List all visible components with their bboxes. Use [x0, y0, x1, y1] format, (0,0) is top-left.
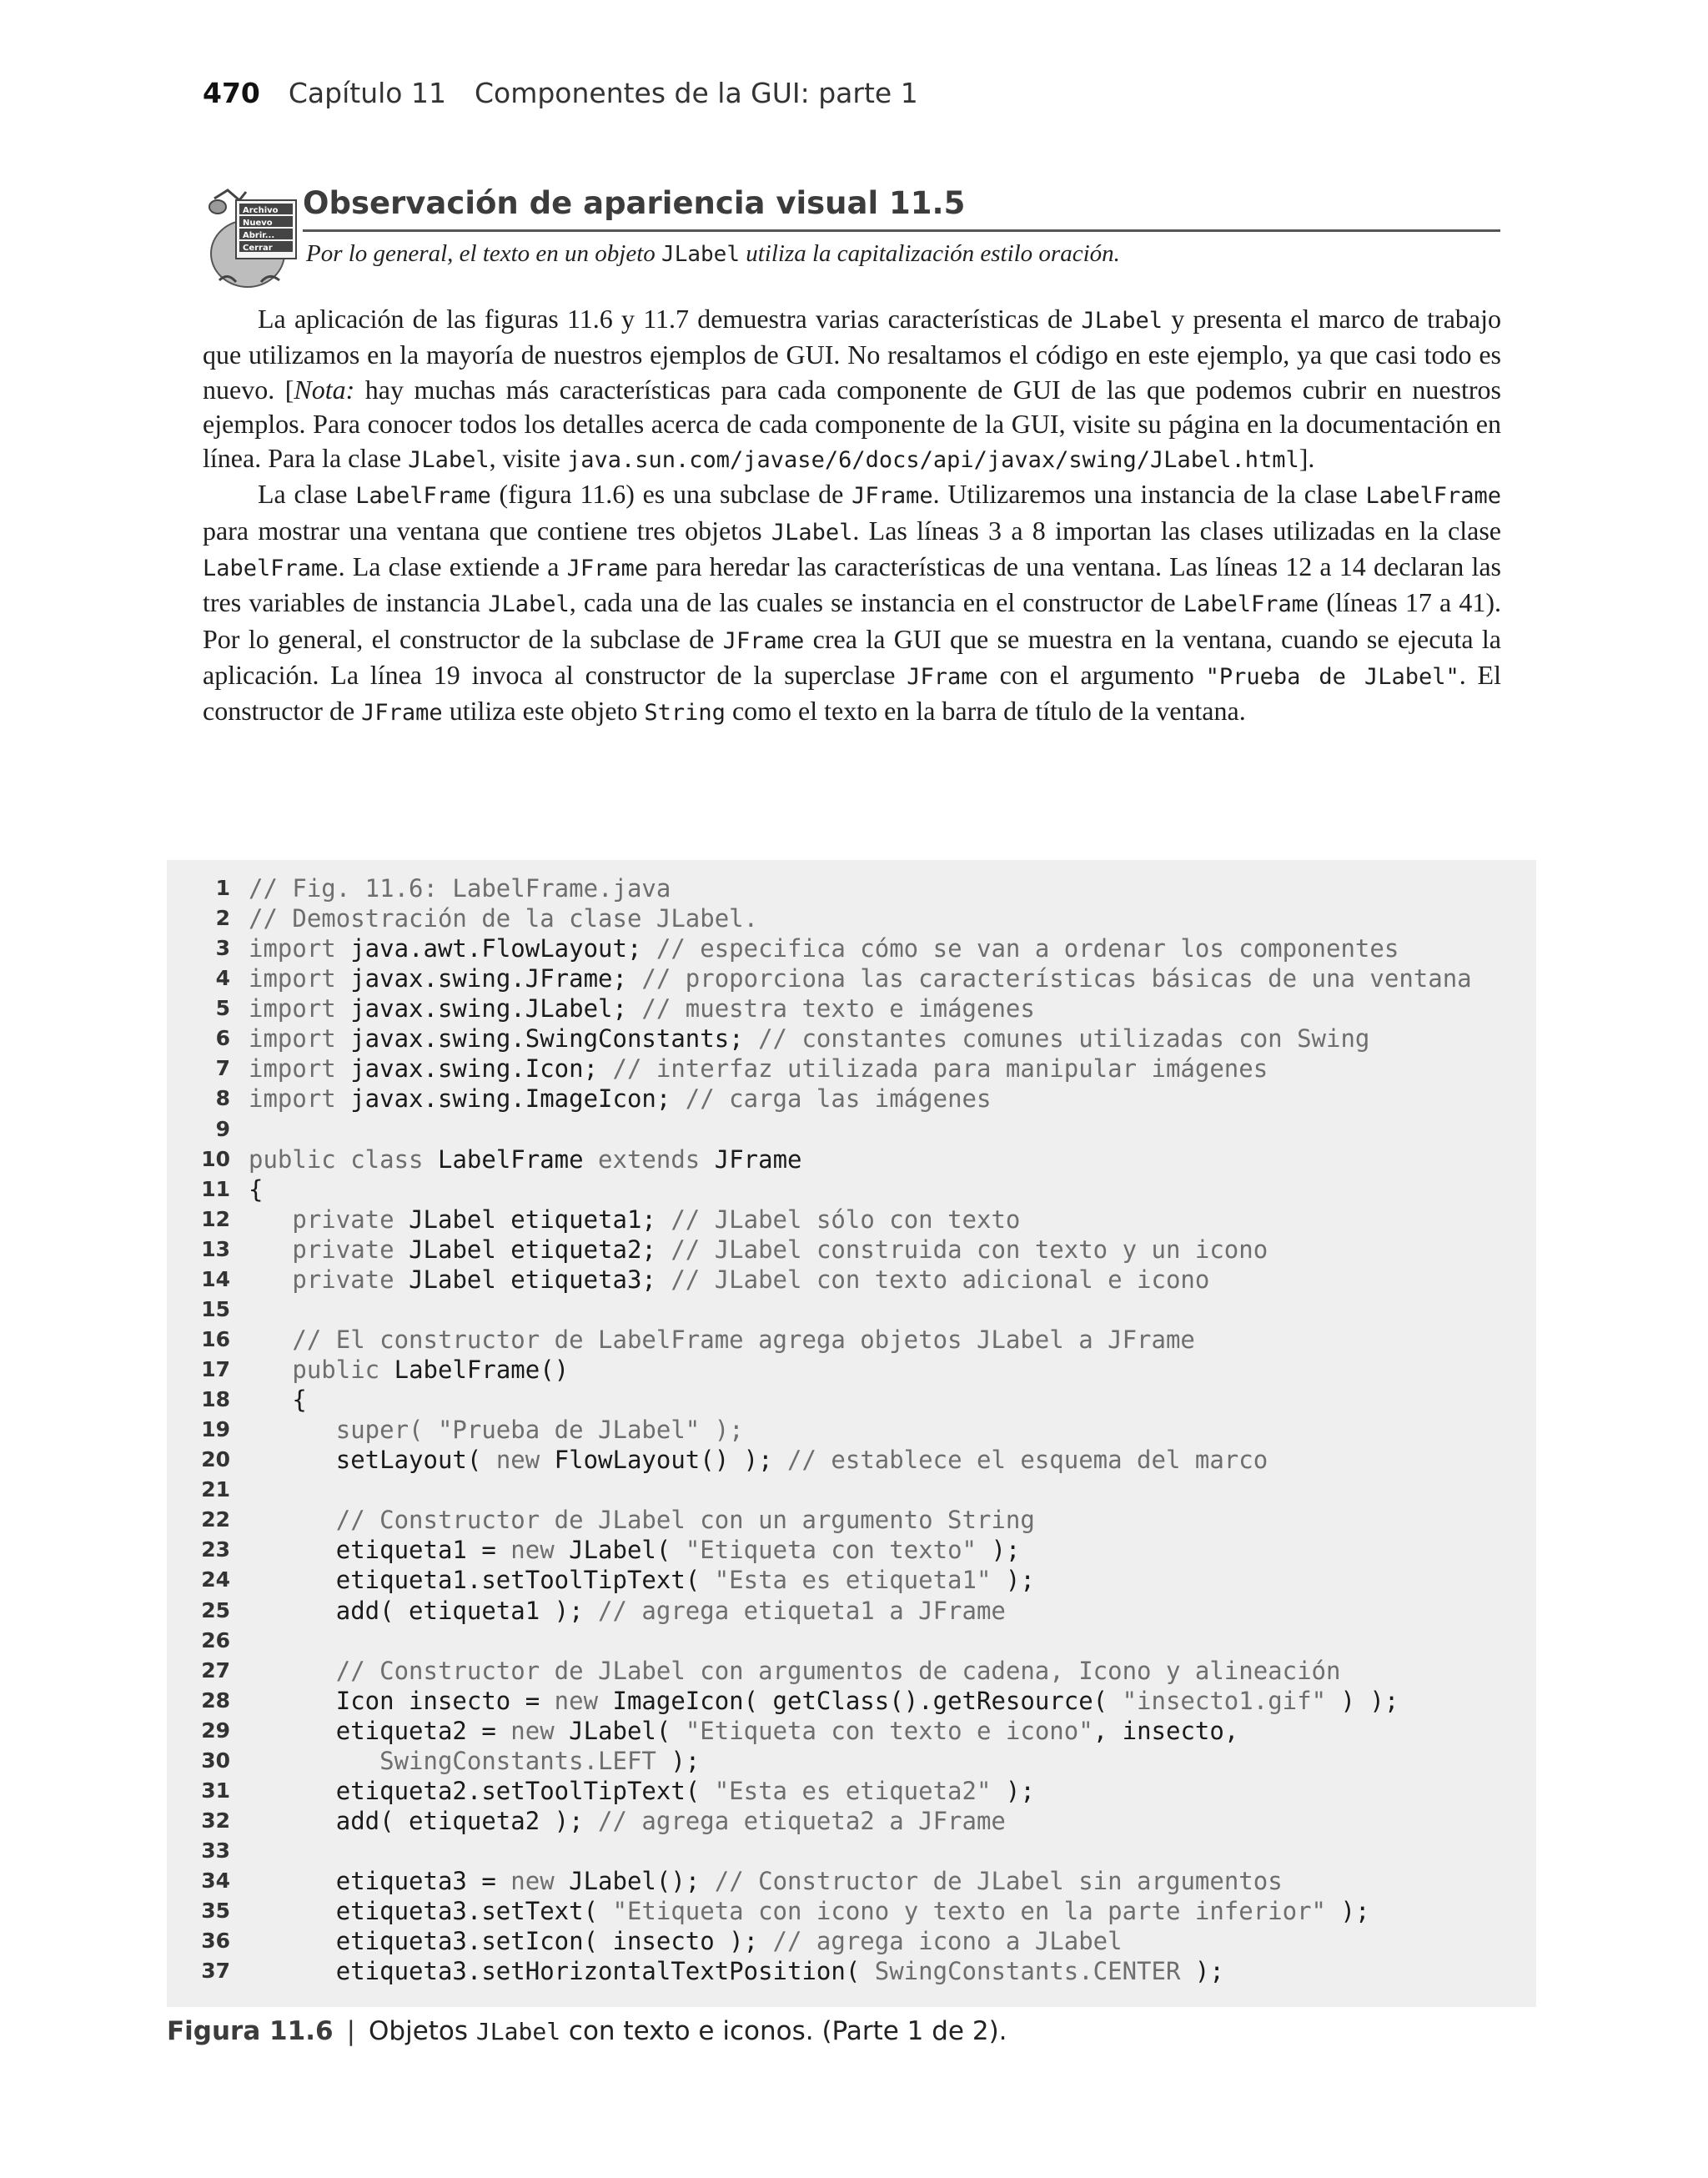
line-number: 7 [215, 1056, 230, 1081]
inline-code: String [644, 700, 726, 727]
line-number: 10 [201, 1146, 230, 1171]
code-text [249, 1596, 1006, 1626]
code-token: etiqueta3 = [249, 1867, 511, 1896]
inline-code: LabelFrame [203, 556, 339, 582]
observation-text-after: utiliza la capitalización estilo oración. [739, 240, 1120, 267]
code-text [249, 1956, 1224, 1986]
code-text [249, 1144, 802, 1175]
inline-code: JFrame [566, 556, 649, 582]
code-token: setLayout( [249, 1446, 496, 1475]
code-keyword-or-comment: // Constructor de JLabel con un argumento String [249, 1506, 1035, 1535]
code-keyword-or-comment: extends [598, 1144, 715, 1174]
observation-text [306, 240, 1120, 268]
inline-code: JLabel [771, 519, 853, 546]
code-keyword-or-comment: public [249, 1356, 394, 1384]
inline-code: JLabel [1081, 308, 1163, 334]
inline-code: LabelFrame [1183, 591, 1319, 618]
code-keyword-or-comment: "Etiqueta con icono y texto en la parte inferior" [612, 1897, 1341, 1926]
code-text [249, 993, 1035, 1024]
code-line [167, 933, 1536, 963]
code-text [249, 1926, 1123, 1956]
code-line [167, 1896, 1536, 1926]
code-text [249, 1896, 1369, 1926]
code-token: LabelFrame() [394, 1356, 570, 1384]
text-run: , cada una de las cuales se instancia en el constructor de [569, 587, 1183, 618]
code-keyword-or-comment: import [249, 1054, 351, 1084]
code-line [167, 1836, 1536, 1866]
code-text [249, 1265, 1209, 1295]
running-head [203, 77, 918, 109]
text-run: La clase [258, 479, 356, 510]
code-keyword-or-comment: // Constructor de JLabel con argumentos de cadena, Icono y alineación [249, 1656, 1341, 1685]
line-number: 21 [201, 1477, 230, 1502]
page-number: 470 [203, 77, 260, 109]
text-run: con el argumento [987, 659, 1206, 690]
line-number: 14 [201, 1266, 230, 1291]
code-line [167, 1415, 1536, 1445]
code-token: etiqueta3.setHorizontalTextPosition( [249, 1957, 875, 1986]
code-keyword-or-comment: // proporciona las características básicas de una ventana [641, 964, 1472, 993]
code-token: javax.swing.Icon; [350, 1054, 613, 1084]
code-line [167, 1265, 1536, 1295]
code-keyword-or-comment: import [249, 934, 351, 963]
text-run: . La clase extiende a [338, 551, 567, 582]
code-keyword-or-comment: import [249, 1084, 351, 1114]
caption-label: Figura 11.6 [167, 2016, 334, 2046]
code-keyword-or-comment: super( "Prueba de JLabel" ); [249, 1416, 744, 1445]
code-keyword-or-comment: // muestra texto e imágenes [641, 994, 1035, 1024]
caption-text-before: Objetos [369, 2016, 476, 2046]
line-number: 37 [201, 1959, 230, 1984]
code-token: FlowLayout() ); [554, 1446, 788, 1475]
text-run: utiliza este objeto [442, 696, 645, 727]
code-text [249, 1806, 1006, 1836]
code-line [167, 1926, 1536, 1956]
body-paragraph [203, 302, 1501, 477]
code-keyword-or-comment: // Demostración de la clase JLabel. [249, 904, 759, 933]
italic-text: Nota: [294, 374, 355, 405]
code-keyword-or-comment: // agrega etiqueta1 a JFrame [598, 1596, 1006, 1625]
code-token: ); [1194, 1957, 1224, 1986]
code-line [167, 1746, 1536, 1776]
inline-code: JLabel [408, 447, 490, 474]
code-keyword-or-comment: "Esta es etiqueta1" [714, 1566, 1006, 1595]
code-token: javax.swing.SwingConstants; [350, 1024, 759, 1054]
code-token: javax.swing.JLabel; [350, 994, 642, 1024]
code-token: LabelFrame [437, 1144, 599, 1174]
code-keyword-or-comment: // carga las imágenes [685, 1084, 992, 1114]
code-token: etiqueta2 = [249, 1716, 511, 1745]
observation-title: Observación de apariencia visual 11.5 [303, 185, 966, 221]
code-line [167, 963, 1536, 993]
text-run: La aplicación de las figuras 11.6 y 11.7 demuestra varias características de [258, 304, 1082, 334]
code-token: JLabel( [569, 1536, 686, 1565]
code-token: ) ); [1340, 1686, 1399, 1715]
body-text [203, 302, 1501, 731]
text-run: como el texto en la barra de título de la ventana. [725, 696, 1246, 727]
code-line [167, 1175, 1536, 1205]
text-run: ]. [1299, 443, 1315, 474]
inline-code: JFrame [907, 663, 988, 690]
code-token: JLabel etiqueta3; [409, 1265, 671, 1294]
code-keyword-or-comment: private [249, 1265, 409, 1294]
inline-code: JFrame [722, 627, 805, 654]
inline-code: LabelFrame [355, 483, 491, 510]
line-number: 5 [215, 996, 230, 1021]
code-keyword-or-comment: "Esta es etiqueta2" [714, 1776, 1006, 1805]
code-line [167, 1385, 1536, 1415]
code-text [249, 1656, 1340, 1686]
code-line [167, 1505, 1536, 1535]
code-line [167, 873, 1536, 903]
code-line [167, 1024, 1536, 1054]
code-keyword-or-comment: // constantes comunes utilizadas con Swing [758, 1024, 1370, 1054]
code-token: etiqueta3.setIcon( insecto ); [249, 1927, 773, 1956]
code-text [249, 1686, 1399, 1716]
text-run: , visite [489, 443, 567, 474]
line-number: 3 [215, 936, 230, 961]
line-number: 27 [201, 1657, 230, 1683]
observation-box [203, 185, 1501, 289]
code-keyword-or-comment: // Constructor de JLabel sin argumentos [714, 1867, 1283, 1896]
code-token: ); [671, 1746, 701, 1775]
code-token: { [249, 1386, 307, 1415]
line-number: 35 [201, 1899, 230, 1924]
code-keyword-or-comment: SwingConstants.CENTER [874, 1957, 1195, 1986]
code-token: , insecto, [1093, 1716, 1239, 1745]
code-text [249, 1565, 1035, 1595]
code-text [249, 1535, 1020, 1565]
code-line [167, 1956, 1536, 1986]
code-token: javax.swing.JFrame; [350, 964, 642, 993]
code-keyword-or-comment: SwingConstants.LEFT [249, 1746, 671, 1775]
code-token: JLabel etiqueta2; [409, 1235, 671, 1264]
line-number: 6 [215, 1026, 230, 1051]
line-number: 12 [201, 1206, 230, 1231]
code-text [249, 1776, 1035, 1806]
code-text [249, 1175, 263, 1205]
code-token: JLabel( [569, 1716, 686, 1745]
line-number: 31 [201, 1778, 230, 1803]
line-number: 19 [201, 1417, 230, 1442]
line-number: 16 [201, 1326, 230, 1351]
inline-code: "Prueba de JLabel" [1205, 663, 1459, 690]
code-token: JFrame [714, 1144, 802, 1174]
text-run: (líneas 17 a 41). Por lo general, el constructor de la subclase de [203, 587, 1501, 654]
observation-rule [303, 229, 1500, 232]
code-keyword-or-comment: private [249, 1235, 409, 1264]
code-text [249, 1866, 1283, 1896]
code-line [167, 1084, 1536, 1114]
chapter-label: Capítulo 11 [288, 77, 446, 109]
code-keyword-or-comment: import [249, 964, 351, 993]
code-line [167, 1596, 1536, 1626]
code-token: ); [1005, 1566, 1035, 1595]
code-line [167, 1445, 1536, 1475]
code-text [249, 1355, 569, 1385]
code-listing [167, 860, 1536, 2007]
line-number: 36 [201, 1929, 230, 1954]
code-token: java.awt.FlowLayout; [350, 934, 656, 963]
observation-text-code: JLabel [661, 242, 740, 267]
line-number: 20 [201, 1447, 230, 1472]
code-line [167, 1776, 1536, 1806]
code-text [249, 1445, 1268, 1475]
text-run: crea la GUI que se muestra en la ventana, cuando se ejecuta la aplicación. La línea 19 invoca al constructor de la superclase [203, 623, 1502, 690]
code-keyword-or-comment: "Etiqueta con texto e icono" [685, 1716, 1093, 1745]
line-number: 9 [215, 1116, 230, 1141]
code-token: { [249, 1175, 264, 1204]
line-number: 23 [201, 1537, 230, 1562]
text-run: para mostrar una ventana que contiene tres objetos [203, 515, 771, 546]
code-keyword-or-comment: // JLabel construida con texto y un icono [671, 1235, 1268, 1264]
code-keyword-or-comment: public class [249, 1144, 438, 1174]
code-token: ); [1005, 1776, 1035, 1805]
code-text [249, 933, 1399, 963]
code-keyword-or-comment: new [510, 1867, 570, 1896]
code-keyword-or-comment: private [249, 1205, 409, 1234]
code-keyword-or-comment: import [249, 1024, 351, 1054]
line-number: 26 [201, 1627, 230, 1652]
code-text [249, 1385, 307, 1415]
line-number: 24 [201, 1567, 230, 1592]
text-run: para heredar las características de una ventana. Las líneas 12 a 14 declaran las tres variables de instancia [203, 551, 1502, 618]
code-keyword-or-comment: // Fig. 11.6: LabelFrame.java [249, 874, 671, 903]
code-text [249, 1205, 1020, 1235]
code-line [167, 1325, 1536, 1355]
code-token: ImageIcon( getClass().getResource( [612, 1686, 1123, 1715]
code-line [167, 1205, 1536, 1235]
line-number: 4 [215, 966, 230, 991]
code-keyword-or-comment: // establece el esquema del marco [787, 1446, 1268, 1475]
text-run: y presenta el marco de trabajo que utilizamos en la mayoría de nuestros ejemplos de GUI. No resaltamos el código en este ejemplo, ya que casi todo es nuevo. [ [203, 304, 1502, 405]
code-keyword-or-comment: // especifica cómo se van a ordenar los componentes [656, 934, 1399, 963]
code-text [249, 1054, 1268, 1084]
code-text [249, 1415, 744, 1445]
figure-caption [167, 2016, 1007, 2046]
line-number: 34 [201, 1869, 230, 1894]
code-keyword-or-comment: // JLabel sólo con texto [671, 1205, 1021, 1234]
code-text [249, 1746, 700, 1776]
code-line [167, 1716, 1536, 1746]
code-keyword-or-comment: new [510, 1716, 570, 1745]
chapter-title: Componentes de la GUI: parte 1 [474, 77, 918, 109]
code-line [167, 1355, 1536, 1385]
code-token: add( etiqueta2 ); [249, 1806, 599, 1835]
code-line [167, 1565, 1536, 1595]
code-token: etiqueta1 = [249, 1536, 511, 1565]
code-keyword-or-comment: "Etiqueta con texto" [685, 1536, 992, 1565]
code-text [249, 1024, 1369, 1054]
code-text [249, 873, 671, 903]
line-number: 33 [201, 1838, 230, 1863]
code-line [167, 1144, 1536, 1175]
menu-item-nuevo: Nuevo [243, 219, 273, 228]
code-keyword-or-comment: new [510, 1536, 570, 1565]
code-line [167, 993, 1536, 1024]
code-line [167, 1656, 1536, 1686]
code-token: ); [1340, 1897, 1370, 1926]
code-line [167, 1114, 1536, 1144]
text-run: (figura 11.6) es una subclase de [490, 479, 852, 510]
code-line [167, 1054, 1536, 1084]
inline-code: JFrame [361, 700, 443, 727]
code-keyword-or-comment: // JLabel con texto adicional e icono [671, 1265, 1210, 1294]
code-text [249, 1716, 1238, 1746]
line-number: 32 [201, 1808, 230, 1833]
inline-code: java.sun.com/javase/6/docs/api/javax/swing/JLabel.html [566, 447, 1299, 474]
code-lines [167, 873, 1536, 1986]
code-line [167, 1475, 1536, 1505]
text-run: . El constructor de [203, 659, 1501, 727]
file-menu-icon [203, 189, 301, 290]
code-token: Icon insecto = [249, 1686, 555, 1715]
code-line [167, 903, 1536, 933]
caption-text-after: con texto e iconos. (Parte 1 de 2). [560, 2016, 1007, 2046]
code-text [249, 1235, 1268, 1265]
code-keyword-or-comment: import [249, 994, 351, 1024]
inline-code: JLabel [488, 591, 570, 618]
code-token: JLabel(); [569, 1867, 715, 1896]
code-line [167, 1806, 1536, 1836]
line-number: 17 [201, 1357, 230, 1381]
line-number: 15 [201, 1296, 230, 1321]
code-keyword-or-comment: new [554, 1686, 613, 1715]
line-number: 18 [201, 1387, 230, 1412]
line-number: 28 [201, 1688, 230, 1713]
text-run: . Utilizaremos una instancia de la clase [932, 479, 1366, 510]
code-line [167, 1866, 1536, 1896]
code-token: JLabel etiqueta1; [409, 1205, 671, 1234]
code-token: add( etiqueta1 ); [249, 1596, 599, 1625]
menu-item-cerrar: Cerrar [243, 244, 273, 253]
code-text [249, 963, 1472, 993]
line-number: 11 [201, 1176, 230, 1201]
code-line [167, 1235, 1536, 1265]
line-number: 29 [201, 1718, 230, 1743]
code-text [249, 1325, 1195, 1355]
code-line [167, 1295, 1536, 1325]
text-run: hay muchas más características para cada componente de GUI de las que podemos cubrir en nuestros ejemplos. Para conocer todos los detalles acerca de cada componente de la GUI, visite su página en la documentación en línea. Para la clase [203, 374, 1502, 474]
code-token: etiqueta3.setText( [249, 1897, 613, 1926]
line-number: 1 [215, 876, 230, 900]
line-number: 30 [201, 1748, 230, 1773]
menu-item-abrir: Abrir... [243, 231, 275, 240]
inline-code: LabelFrame [1365, 483, 1502, 510]
code-line [167, 1686, 1536, 1716]
code-token: javax.swing.ImageIcon; [350, 1084, 686, 1114]
line-number: 22 [201, 1507, 230, 1532]
observation-text-before: Por lo general, el texto en un objeto [306, 240, 662, 267]
code-keyword-or-comment: // interfaz utilizada para manipular imágenes [612, 1054, 1268, 1084]
code-line [167, 1626, 1536, 1656]
line-number: 8 [215, 1086, 230, 1111]
body-paragraph [203, 477, 1501, 730]
code-keyword-or-comment: "insecto1.gif" [1122, 1686, 1341, 1715]
text-run: . Las líneas 3 a 8 importan las clases utilizadas en la clase [852, 515, 1502, 546]
code-text [249, 1084, 991, 1114]
code-keyword-or-comment: // El constructor de LabelFrame agrega objetos JLabel a JFrame [249, 1325, 1195, 1354]
code-keyword-or-comment: // agrega etiqueta2 a JFrame [598, 1806, 1006, 1835]
line-number: 2 [215, 906, 230, 931]
code-text [249, 1505, 1035, 1535]
code-token: ); [991, 1536, 1021, 1565]
menu-item-archivo: Archivo [243, 206, 279, 215]
code-keyword-or-comment: new [495, 1446, 555, 1475]
line-number: 25 [201, 1597, 230, 1622]
caption-separator: | [346, 2016, 356, 2046]
code-keyword-or-comment: // agrega icono a JLabel [772, 1927, 1123, 1956]
code-token: etiqueta2.setToolTipText( [249, 1776, 715, 1805]
caption-text-code: JLabel [475, 2018, 561, 2045]
code-text [249, 903, 758, 933]
code-token: etiqueta1.setToolTipText( [249, 1566, 715, 1595]
inline-code: JFrame [851, 483, 933, 510]
code-line [167, 1535, 1536, 1565]
line-number: 13 [201, 1236, 230, 1261]
